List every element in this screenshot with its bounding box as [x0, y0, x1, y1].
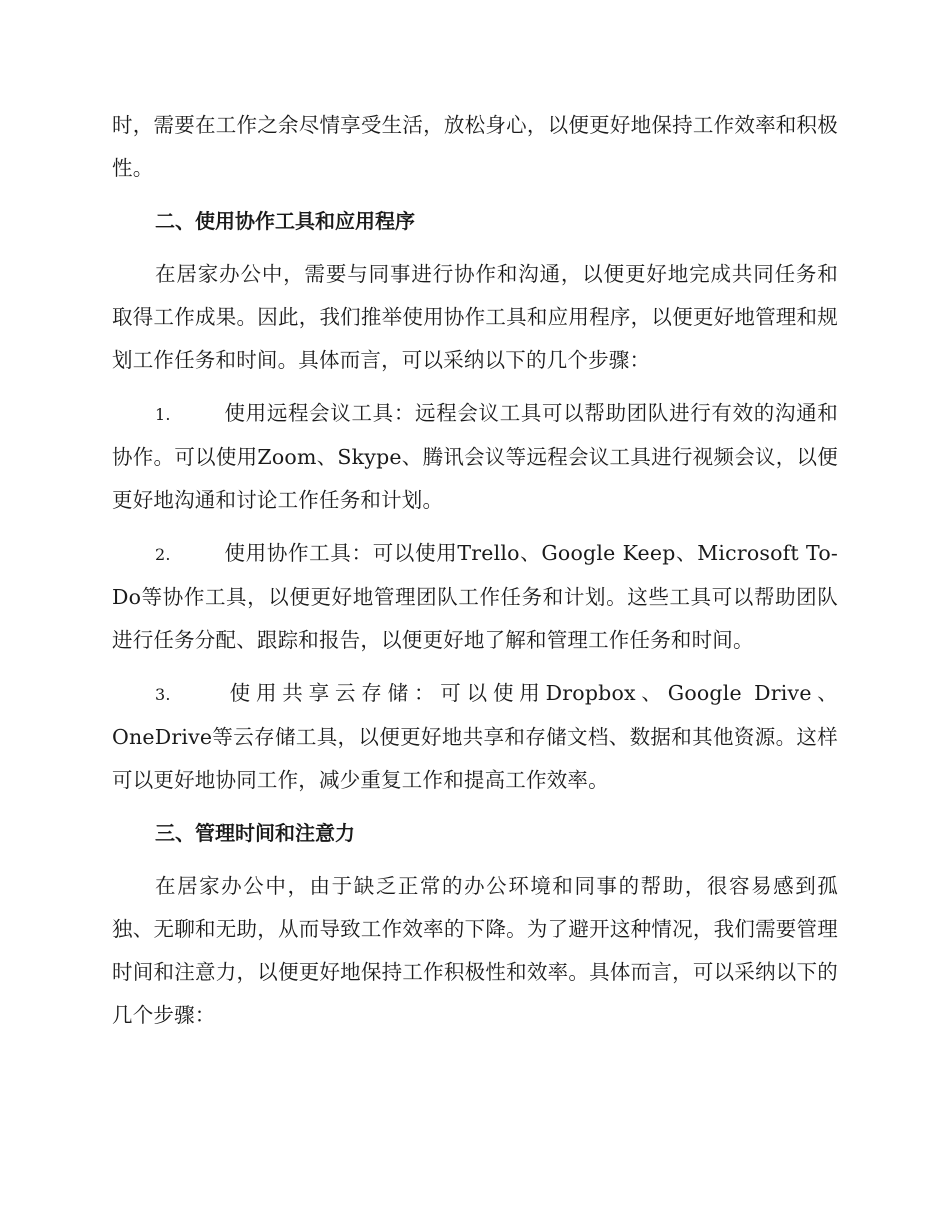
section-2-body-paragraph: 在居家办公中，需要与同事进行协作和沟通，以便更好地完成共同任务和取得工作成果。因此，我们推举使用协作工具和应用程序，以便更好地管理和规划工作任务和时间。具体而言，可以采纳以下的几个步骤： [112, 262, 838, 372]
list-item-text: 使用远程会议工具：远程会议工具可以帮助团队进行有效的沟通和协作。可以使用Zoom、Skype、腾讯会议等远程会议工具进行视频会议，以便更好地沟通和讨论工作任务和计划。 [112, 401, 838, 512]
list-item [112, 392, 838, 522]
section-3-body-paragraph: 在居家办公中，由于缺乏正常的办公环境和同事的帮助，很容易感到孤独、无聊和无助，从而导致工作效率的下降。为了避开这种情况，我们需要管理时间和注意力，以便更好地保持工作积极性和效率。具体而言，可以采纳以下的几个步骤： [112, 874, 838, 1027]
list-item-text: 使用共享云存储：可以使用Dropbox、Google Drive、OneDrive等云存储工具，以便更好地共享和存储文档、数据和其他资源。这样可以更好地协同工作，减少重复工作和提高工作效率。 [112, 681, 838, 792]
section-2-heading: 二、使用协作工具和应用程序 [155, 209, 415, 233]
list-item-number: 1. [155, 405, 171, 424]
intro-continuation-paragraph: 时，需要在工作之余尽情享受生活，放松身心，以便更好地保持工作效率和积极性。 [112, 113, 838, 180]
list-item-number: 3. [155, 685, 171, 704]
list-item-text: 使用协作工具：可以使用Trello、Google Keep、Microsoft To-Do等协作工具，以便更好地管理团队工作任务和计划。这些工具可以帮助团队进行任务分配、跟踪和报告，以便更好地了解和管理工作任务和时间。 [112, 541, 838, 652]
list-item-number: 2. [155, 545, 171, 564]
section-3-heading: 三、管理时间和注意力 [155, 821, 355, 845]
list-item [112, 672, 838, 802]
list-item [112, 532, 838, 662]
document-page [112, 104, 838, 1047]
